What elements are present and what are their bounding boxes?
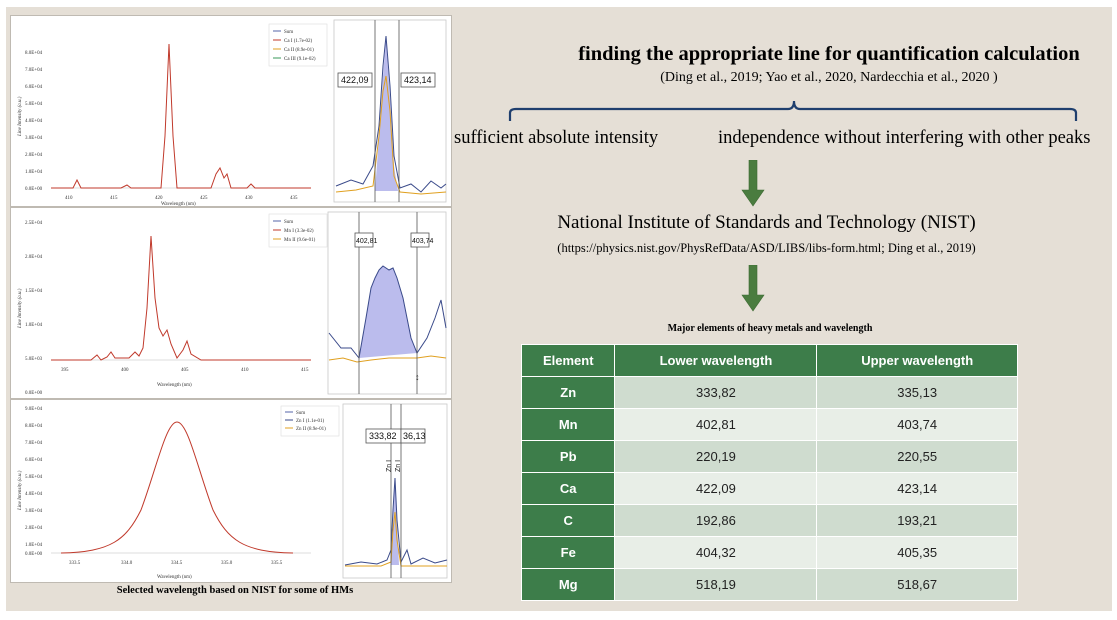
ca-xtick-0: 410	[65, 196, 73, 201]
cell-lower: 220,19	[615, 441, 817, 473]
resize-cursor-icon: ↕	[415, 372, 420, 382]
cell-element: Mn	[522, 409, 615, 441]
table-row	[522, 377, 1018, 409]
ca-ytick-8: 0.0E+00	[25, 187, 43, 192]
zn-ytick-2: 7.0E+04	[25, 441, 43, 446]
mn-range-low-label: 402,81	[356, 238, 378, 245]
mn-legend-mn1: Mn I (3.3e-02)	[284, 229, 314, 234]
cell-element: Fe	[522, 537, 615, 569]
table-row	[522, 441, 1018, 473]
mn-ytick-2: 1.5E+04	[25, 289, 43, 294]
mn-xtick-0: 395	[61, 368, 69, 373]
mn-range-high-label: 403,74	[412, 238, 434, 245]
zn-peak-label-1: Zn I	[386, 459, 393, 472]
header-element: Element	[522, 345, 615, 377]
zn-ylabel: Line Intensity (a.u.)	[18, 470, 23, 510]
zn-legend-sum: Sum	[296, 411, 306, 416]
table-row	[522, 473, 1018, 505]
ca-ylabel: Line Intensity (a.u.)	[18, 96, 23, 136]
down-arrow-icon	[740, 160, 766, 208]
zn-legend-zn1: Zn I (1.1e-01)	[296, 419, 325, 424]
zn-xtick-0: 333.5	[69, 561, 81, 566]
zn-ytick-7: 2.0E+04	[25, 526, 43, 531]
header-upper: Upper wavelength	[817, 345, 1018, 377]
ca-xtick-3: 425	[200, 196, 208, 201]
cell-upper: 193,21	[817, 505, 1018, 537]
heavy-metals-table	[521, 344, 1018, 601]
cell-lower: 402,81	[615, 409, 817, 441]
ca-legend-sum: Sum	[284, 30, 294, 35]
cell-upper: 335,13	[817, 377, 1018, 409]
zn-xlabel: Wavelength (nm)	[157, 575, 192, 580]
mn-xtick-3: 410	[241, 368, 249, 373]
ca-ytick-3: 5.0E+04	[25, 102, 43, 107]
ca-ytick-0: 8.0E+04	[25, 51, 43, 56]
cell-element: Pb	[522, 441, 615, 473]
mn-xlabel: Wavelength (nm)	[157, 383, 192, 388]
zn-ytick-4: 5.0E+04	[25, 475, 43, 480]
cell-upper: 423,14	[817, 473, 1018, 505]
ca-legend-ca1: Ca I (1.7e-02)	[284, 39, 313, 44]
cell-lower: 422,09	[615, 473, 817, 505]
cell-element: Mg	[522, 569, 615, 601]
ca-range-low-label: 422,09	[341, 75, 369, 85]
zn-xtick-1: 334.0	[121, 561, 133, 566]
zn-ytick-3: 6.0E+04	[25, 458, 43, 463]
cell-element: Ca	[522, 473, 615, 505]
cell-upper: 403,74	[817, 409, 1018, 441]
zn-xtick-4: 335.5	[271, 561, 283, 566]
zn-peak-label-2: Zn I	[395, 459, 402, 472]
cell-lower: 333,82	[615, 377, 817, 409]
zn-xtick-3: 335.0	[221, 561, 233, 566]
zn-spectrum-panel	[10, 399, 452, 583]
mn-xtick-1: 400	[121, 368, 129, 373]
cell-upper: 405,35	[817, 537, 1018, 569]
zn-ytick-1: 8.0E+04	[25, 424, 43, 429]
ca-ytick-5: 3.0E+04	[25, 136, 43, 141]
mn-xtick-4: 415	[301, 368, 309, 373]
curly-brace	[504, 93, 1084, 123]
zn-xtick-2: 334.5	[171, 561, 183, 566]
nist-title: National Institute of Standards and Technology (NIST)	[557, 212, 976, 233]
zn-ytick-6: 3.0E+04	[25, 509, 43, 514]
zn-ytick-0: 9.0E+04	[25, 407, 43, 412]
slide	[6, 7, 1112, 611]
mn-ytick-0: 2.5E+04	[25, 221, 43, 226]
header-lower: Lower wavelength	[615, 345, 817, 377]
mn-ytick-4: 5.0E+03	[25, 357, 43, 362]
ca-xlabel: Wavelength (nm)	[161, 202, 196, 206]
table-row	[522, 505, 1018, 537]
page-title: finding the appropriate line for quantification calculation	[578, 43, 1080, 65]
cell-element: Zn	[522, 377, 615, 409]
mn-ytick-1: 2.0E+04	[25, 255, 43, 260]
mn-spectrum-panel	[10, 207, 452, 399]
ca-legend-ca2: Ca II (8.9e-01)	[284, 48, 314, 53]
table-row	[522, 569, 1018, 601]
mn-ylabel: Line Intensity (a.u.)	[18, 288, 23, 328]
ca-xtick-2: 420	[155, 196, 163, 201]
ca-xtick-5: 435	[290, 196, 298, 201]
ca-xtick-1: 415	[110, 196, 118, 201]
mn-legend-mn2: Mn II (9.6e-01)	[284, 238, 316, 243]
mn-ytick-5: 0.0E+00	[25, 391, 43, 396]
nist-url: (https://physics.nist.gov/PhysRefData/ASD/LIBS/libs-form.html; Ding et al., 2019)	[557, 241, 976, 255]
down-arrow-icon	[740, 265, 766, 313]
ca-ytick-6: 2.0E+04	[25, 153, 43, 158]
figure-caption: Selected wavelength based on NIST for some of HMs	[116, 585, 354, 596]
zn-ytick-9: 0.0E+00	[25, 552, 43, 557]
mn-xtick-2: 405	[181, 368, 189, 373]
ca-legend-ca3: Ca III (9.1e-02)	[284, 57, 316, 62]
mn-legend-sum: Sum	[284, 220, 294, 225]
ca-ytick-1: 7.0E+04	[25, 68, 43, 73]
criterion-independence: independence without interfering with other peaks	[718, 128, 1091, 148]
table-title: Major elements of heavy metals and wavelength	[667, 323, 873, 334]
mn-ytick-3: 1.0E+04	[25, 323, 43, 328]
zn-range-high-label: 36,13	[403, 431, 426, 441]
criterion-intensity: sufficient absolute intensity	[454, 128, 659, 148]
cell-lower: 404,32	[615, 537, 817, 569]
cell-upper: 220,55	[817, 441, 1018, 473]
table-row	[522, 409, 1018, 441]
ca-ytick-4: 4.0E+04	[25, 119, 43, 124]
cell-lower: 518,19	[615, 569, 817, 601]
ca-ytick-7: 1.0E+04	[25, 170, 43, 175]
zn-legend-zn2: Zn II (8.9e-01)	[296, 427, 326, 432]
cell-lower: 192,86	[615, 505, 817, 537]
table-row	[522, 537, 1018, 569]
ca-ytick-2: 6.0E+04	[25, 85, 43, 90]
mn-spectrum-figure	[11, 208, 451, 398]
ca-xtick-4: 430	[245, 196, 253, 201]
title-references: (Ding et al., 2019; Yao et al., 2020, Nardecchia et al., 2020 )	[660, 70, 998, 85]
table-header-row	[522, 345, 1018, 377]
zn-spectrum-figure	[11, 400, 451, 582]
ca-range-high-label: 423,14	[404, 75, 432, 85]
zn-range-low-label: 333,82	[369, 431, 397, 441]
zn-ytick-8: 1.0E+04	[25, 543, 43, 548]
cell-element: C	[522, 505, 615, 537]
zn-ytick-5: 4.0E+04	[25, 492, 43, 497]
cell-upper: 518,67	[817, 569, 1018, 601]
